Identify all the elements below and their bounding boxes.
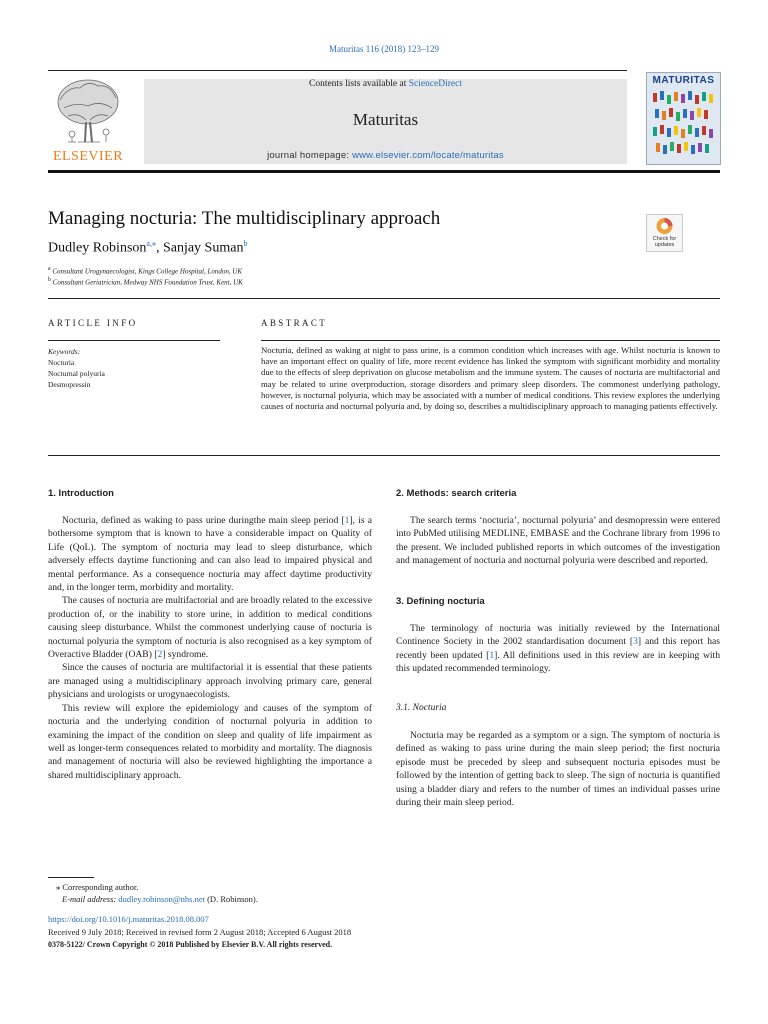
affiliation: $^b$ Consultant Geriatrician, Medway NHS Foundation Trust, Kent, UK bbox=[48, 277, 243, 287]
homepage-link[interactable]: www.elsevier.com/locate/maturitas bbox=[352, 150, 504, 161]
doi[interactable] bbox=[48, 913, 209, 926]
author-name: Dudley Robinson bbox=[48, 240, 147, 256]
paragraph: Since the causes of nocturia are multifactorial it is essential that these patients are managed using a multidisciplinary approach involving primary care, general physicians and urologists or urogynaecologists. bbox=[48, 662, 372, 701]
section-heading-methods: 2. Methods: search criteria bbox=[396, 488, 517, 499]
elsevier-wordmark: ELSEVIER bbox=[52, 149, 124, 164]
nocturia-body bbox=[396, 729, 720, 809]
reference-link[interactable]: 2 bbox=[157, 649, 163, 661]
keyword: Nocturia bbox=[48, 358, 75, 367]
paragraph: This review will explore the epidemiology and causes of the symptom of nocturia and the underlying condition of nocturnal polyuria in addition to examining the impact of the condition on sleep and quality of life impairment as well as longer-term consequences related to morbidity and mortality. The diagnosis and management of nocturia will also be reviewed highlighting the importance a shared multidisciplinary approach. bbox=[48, 702, 372, 781]
sciencedirect-link[interactable]: ScienceDirect bbox=[408, 79, 462, 89]
author-affiliation-mark[interactable]: a,⁎ bbox=[146, 239, 156, 248]
footnote-rule bbox=[48, 877, 94, 878]
author-affiliation-mark[interactable]: b bbox=[243, 239, 248, 248]
keywords-label: Keywords: bbox=[48, 347, 81, 356]
introduction-body bbox=[48, 514, 372, 782]
divider bbox=[48, 340, 220, 341]
section-heading-defining: 3. Defining nocturia bbox=[396, 596, 485, 607]
section-heading-introduction: 1. Introduction bbox=[48, 488, 114, 499]
contents-line: Contents lists available at ScienceDirect bbox=[308, 79, 462, 89]
article-title: Managing nocturia: The multidisciplinary approach bbox=[48, 208, 441, 229]
paragraph: The causes of nocturia are multifactorial and are broadly related to the excessive production of, or the inability to store urine, in addition to medical conditions causing sleep disturbance. Whilst the commonest underlying cause of nocturia is nocturnal polyuria the symptom of nocturia is also recognised as a key symptom of Overactive Bladder (OAB) [2] syndrome. bbox=[48, 595, 372, 661]
header-top-rule bbox=[48, 70, 627, 71]
author-list: Dudley Robinson$^{a,⁎}$, Sanjay Suman$^b$ bbox=[48, 239, 248, 256]
divider bbox=[261, 340, 720, 341]
divider bbox=[48, 298, 720, 299]
email-note: E-mail address: dudley.robinson@nhs.net (D. Robinson). bbox=[62, 894, 258, 904]
article-info-heading: ARTICLE INFO bbox=[48, 318, 138, 328]
journal-name: Maturitas bbox=[352, 110, 419, 129]
journal-cover-image bbox=[646, 72, 721, 165]
affiliation: $^a$ Consultant Urogynaecologist, Kings College Hospital, London, UK bbox=[48, 266, 243, 276]
subsection-heading-nocturia: 3.1. Nocturia bbox=[396, 703, 447, 713]
journal-citation[interactable]: Maturitas 116 (2018) 123–129 bbox=[329, 44, 439, 54]
paragraph: The terminology of nocturia was initially reviewed by the International Continence Society in the 2002 standardisation document [3] and this report has recently been updated [1]. All definitions used in this review are in keeping with this updated recommended terminology. bbox=[396, 623, 721, 675]
divider bbox=[48, 455, 720, 456]
methods-body bbox=[396, 514, 720, 568]
doi-link[interactable]: https://doi.org/10.1016/j.maturitas.2018.08.007 bbox=[48, 914, 209, 924]
keyword: Desmopressin bbox=[48, 380, 91, 389]
abstract-heading: ABSTRACT bbox=[261, 318, 328, 328]
paragraph: Nocturia may be regarded as a symptom or a sign. The symptom of nocturia is defined as waking to pass urine during the main sleep period; the first nocturia episode must be preceded by sleep and subsequent nocturia episodes must be followed by the intention of getting back to sleep. The sign of nocturia is quantified using a bladder diary and refers to the number of times an individual passes urine during their main sleep period. bbox=[396, 730, 720, 809]
keyword: Nocturnal polyuria bbox=[48, 369, 105, 378]
paragraph: The search terms ‘nocturia’, nocturnal polyuria’ and desmopressin were entered into PubMed utilising MEDLINE, EMBASE and the Cochrane library from 1996 to the present. We included published reports in which outcomes of the investigation and management of nocturia and nocturnal polyuria were described and reported. bbox=[396, 515, 720, 567]
header-bottom-rule bbox=[48, 170, 720, 173]
defining-body bbox=[396, 622, 720, 676]
copyright: 0378-5122/ Crown Copyright © 2018 Published by Elsevier B.V. All rights reserved. bbox=[48, 940, 333, 949]
reference-link[interactable]: 3 bbox=[633, 636, 638, 648]
corresponding-author-note: ⁎ Corresponding author. bbox=[56, 882, 139, 892]
abstract-text: Nocturia, defined as waking at night to pass urine, is a common condition which increases with age. Whilst nocturia is known to have an important effect on quality of life, more recent evidence has linked the symptom with significant morbidity and mortality due to the effects of sleep deprivation on glucose metabolism and the immune system. The causes of nocturia are multifactorial and may be related to urine overproduction, storage disorders and primary sleep disorders. The commonest underlying pathology, however, is nocturnal polyuria, which may be associated with a number of medical conditions. This review explores the underlying causes of nocturia and nocturnal polyuria and, by doing so, describes a multidisciplinary approach to managing patients effectively. bbox=[261, 345, 720, 412]
journal-homepage: journal homepage: www.elsevier.com/locate/maturitas bbox=[267, 150, 504, 161]
check-for-updates-label: Check for updates bbox=[652, 236, 677, 248]
reference-link[interactable]: 1 bbox=[489, 649, 495, 661]
reference-link[interactable]: 1 bbox=[344, 515, 350, 526]
paragraph: Nocturia, defined as waking to pass urine duringthe main sleep period [1], is a bothersome symptom that is known to have a considerable impact on Quality of Life (QoL). The symptom of nocturia may lead to sleep disturbance, which adversely effects daytime functioning and can also lead to impaired physical and mental performance. As a consequence nocturia may affect daytime productivity and, in the longer term, morbidity and mortality. bbox=[48, 515, 372, 594]
received-dates: Received 9 July 2018; Received in revised form 2 August 2018; Accepted 6 August 2018 bbox=[48, 927, 352, 937]
cover-title: MATURITAS bbox=[652, 75, 715, 86]
author-name: Sanjay Suman bbox=[162, 240, 244, 256]
email-link[interactable]: dudley.robinson@nhs.net bbox=[118, 894, 205, 904]
